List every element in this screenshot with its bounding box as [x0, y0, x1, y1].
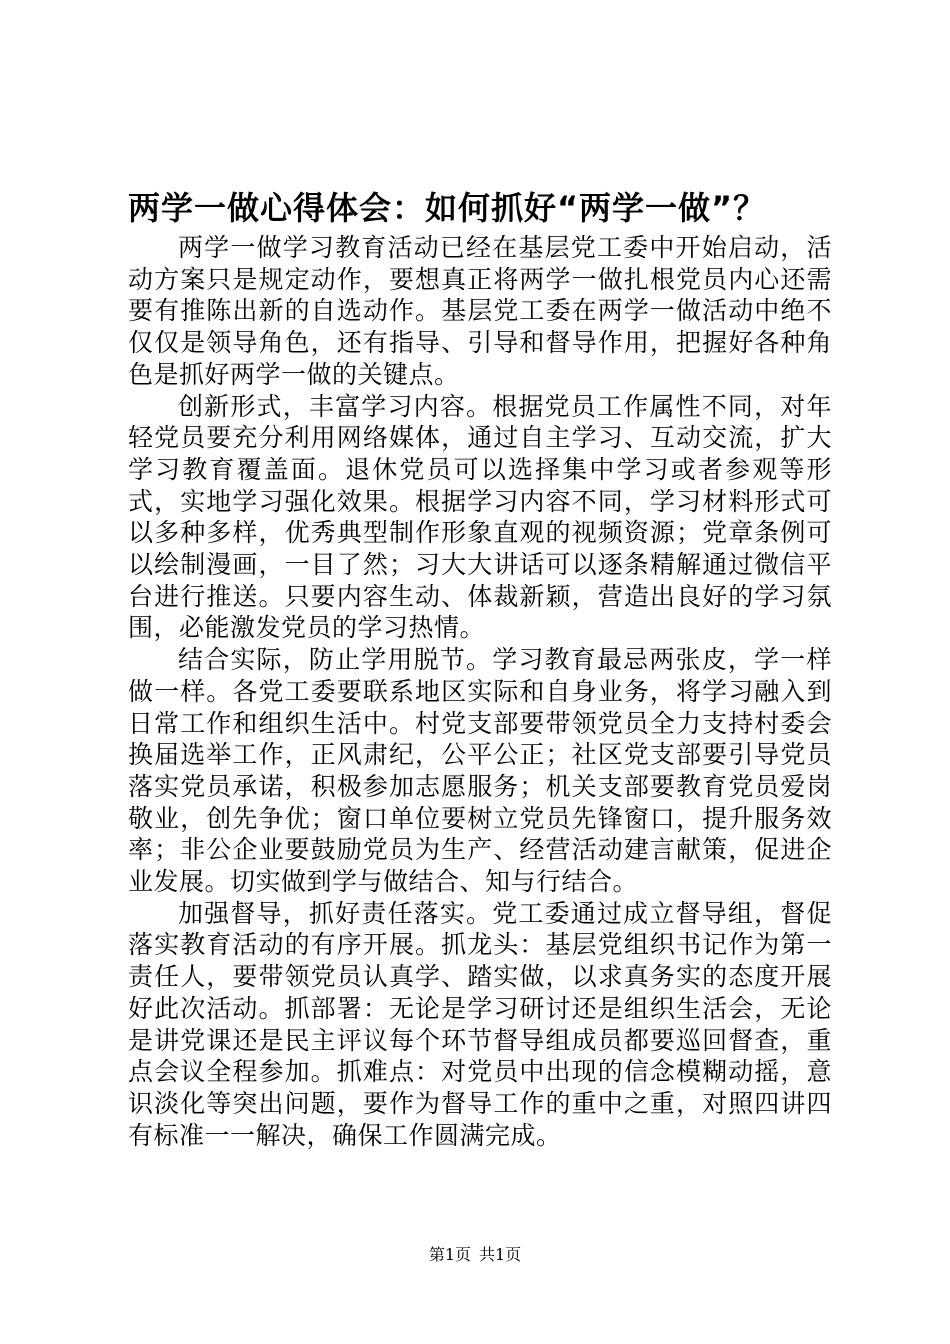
- document-body: [128, 232, 832, 1151]
- paragraph-practice: 结合实际，防止学用脱节。学习教育最忌两张皮，学一样做一样。各党工委要联系地区实际和自身业务，将学习融入到日常工作和组织生活中。村党支部要带领党员全力支持村委会换届选举工作，正风肃纪，公平公正；社区党支部要引导党员落实党员承诺，积极参加志愿服务；机关支部要教育党员爱岗敬业，创先争优；窗口单位要树立党员先锋窗口，提升服务效率；非公企业要鼓励党员为生产、经营活动建言献策，促进企业发展。切实做到学与做结合、知与行结合。: [128, 645, 832, 897]
- paragraph-intro: 两学一做学习教育活动已经在基层党工委中开始启动，活动方案只是规定动作，要想真正将两学一做扎根党员内心还需要有推陈出新的自选动作。基层党工委在两学一做活动中绝不仅仅是领导角色，还有指导、引导和督导作用，把握好各种角色是抓好两学一做的关键点。: [128, 233, 832, 389]
- document-title: 两学一做心得体会：如何抓好“两学一做”？: [128, 189, 767, 227]
- paragraph-innovation: 创新形式，丰富学习内容。根据党员工作属性不同，对年轻党员要充分利用网络媒体，通过自主学习、互动交流，扩大学习教育覆盖面。退休党员可以选择集中学习或者参观等形式，实地学习强化效果。根据学习内容不同，学习材料形式可以多种多样，优秀典型制作形象直观的视频资源；党章条例可以绘制漫画，一目了然；习大大讲话可以逐条精解通过微信平台进行推送。只要内容生动、体裁新颖，营造出良好的学习氛围，必能激发党员的学习热情。: [128, 391, 832, 643]
- page-number-current: 第1页: [428, 1245, 471, 1264]
- page-footer: [0, 1245, 950, 1265]
- paragraph-supervision: 加强督导，抓好责任落实。党工委通过成立督导组，督促落实教育活动的有序开展。抓龙头：基层党组织书记作为第一责任人，要带领党员认真学、踏实做，以求真务实的态度开展好此次活动。抓部署：无论是学习研讨还是组织生活会，无论是讲党课还是民主评议每个环节督导组成员都要巡回督查，重点会议全程参加。抓难点：对党员中出现的信念模糊动摇，意识淡化等突出问题，要作为督导工作的重中之重，对照四讲四有标准一一解决，确保工作圆满完成。: [128, 898, 832, 1150]
- page-number-total: 共1页: [479, 1245, 522, 1264]
